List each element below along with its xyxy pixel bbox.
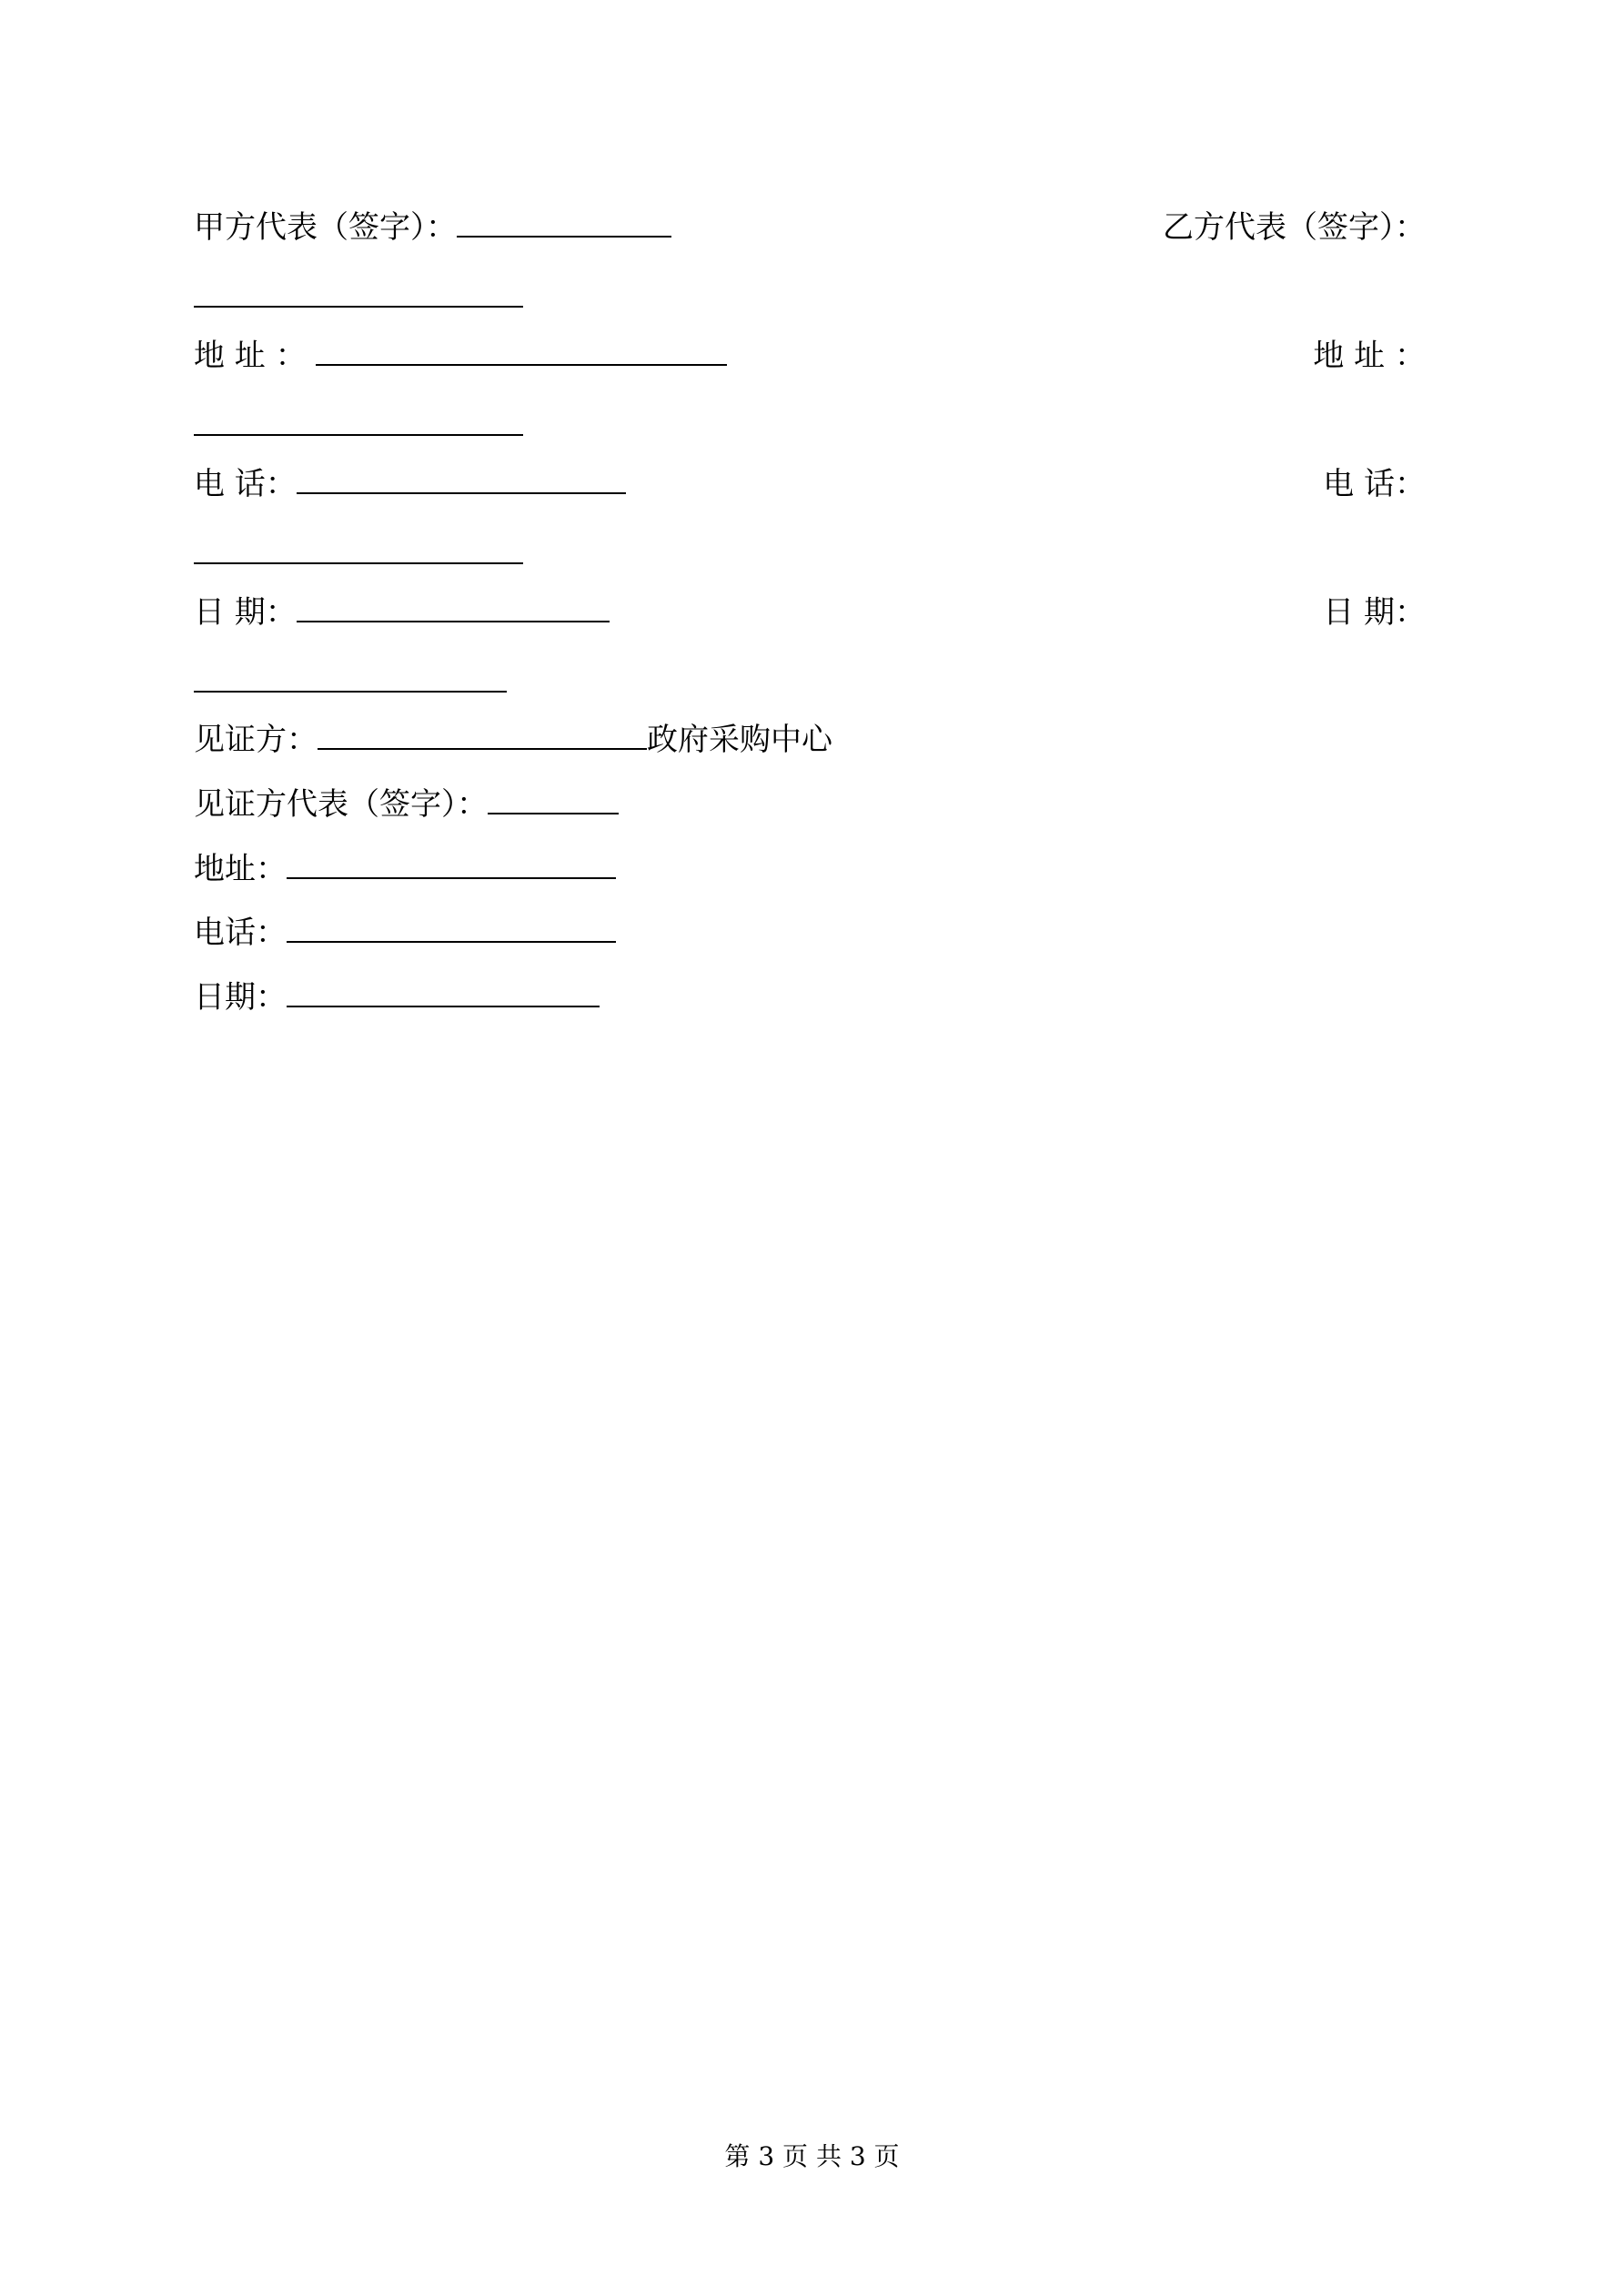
phone-a-label: 电 话：	[194, 466, 297, 502]
date-a-line	[194, 592, 610, 632]
phone-a-blank[interactable]	[297, 465, 626, 494]
witness-address-line	[194, 849, 616, 889]
address-a-line	[194, 336, 727, 376]
party-a-rep-blank[interactable]	[457, 208, 671, 238]
witness-blank[interactable]	[318, 721, 647, 750]
witness-label: 见证方：	[194, 722, 318, 758]
date-a-blank[interactable]	[297, 593, 610, 622]
witness-rep-blank[interactable]	[488, 785, 619, 814]
address-b-blank[interactable]	[194, 434, 523, 436]
phone-b-blank[interactable]	[194, 562, 523, 564]
witness-phone-line	[194, 913, 616, 953]
address-a-blank[interactable]	[316, 337, 727, 366]
witness-address-blank[interactable]	[287, 850, 616, 879]
witness-org-suffix: 政府采购中心	[647, 722, 832, 758]
party-a-rep-label: 甲方代表（签字）：	[194, 209, 457, 246]
date-a-label: 日 期：	[194, 594, 297, 631]
witness-phone-label: 电话：	[194, 915, 287, 951]
witness-date-line	[194, 977, 600, 1017]
witness-address-label: 地址：	[194, 851, 287, 887]
party-b-rep-blank[interactable]	[194, 306, 523, 308]
witness-line	[194, 720, 832, 760]
witness-date-blank[interactable]	[287, 978, 600, 1007]
witness-date-label: 日期：	[194, 979, 287, 1016]
phone-a-line	[194, 464, 626, 504]
date-b-blank[interactable]	[194, 691, 507, 693]
address-b-label: 地 址 ：	[1313, 338, 1426, 374]
party-a-rep-line	[194, 207, 671, 248]
phone-b-label: 电 话：	[1323, 466, 1426, 502]
party-b-rep-label: 乙方代表（签字）：	[1163, 209, 1426, 246]
witness-phone-blank[interactable]	[287, 914, 616, 943]
witness-rep-line	[194, 784, 619, 824]
address-a-label: 地 址 ：	[194, 338, 307, 374]
date-b-label: 日 期：	[1323, 594, 1426, 631]
witness-rep-label: 见证方代表（签字）：	[194, 786, 488, 823]
page-number-footer: 第 3 页 共 3 页	[724, 2141, 900, 2171]
